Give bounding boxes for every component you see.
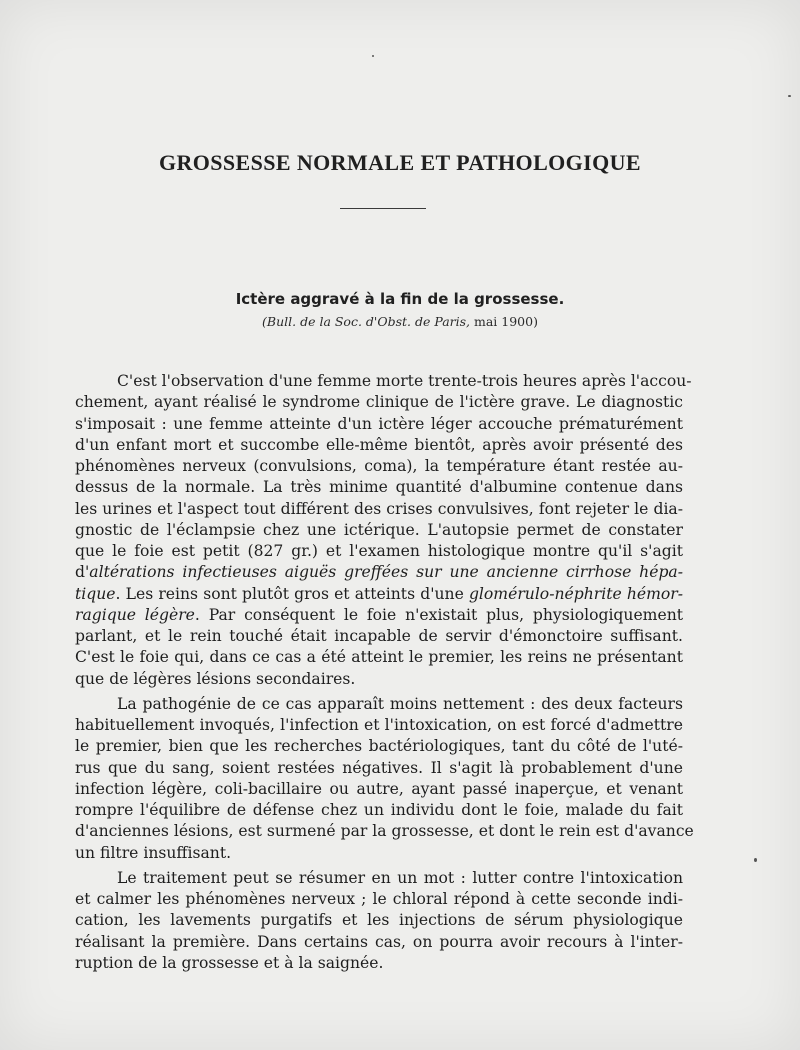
text-run: habituellement invoqués, l'infection et l'intoxication, on est forcé d'admettre [75, 716, 683, 734]
italic-text: altérations infectieuses aiguës greffées sur une ancienne cirrhose hépa- [89, 563, 683, 582]
text-run: d' [75, 563, 90, 582]
text-line [75, 605, 683, 626]
text-line [75, 715, 683, 736]
text-run: et calmer les phénomènes nerveux ; le chloral répond à cette seconde indi- [75, 890, 683, 908]
text-run: dessus de la normale. La très minime quantité d'albumine contenue dans [75, 478, 683, 497]
text-line [75, 562, 683, 583]
text-line [75, 477, 683, 498]
article-heading: Ictère aggravé à la fin de la grossesse. [235, 290, 565, 308]
text-run: d'un enfant mort et succombe elle-même bientôt, après avoir présenté des [75, 435, 683, 454]
text-line [75, 932, 683, 953]
text-run: . Les reins sont plutôt gros et atteints d'une [115, 584, 469, 603]
text-line [75, 541, 683, 562]
article-reference [0, 314, 800, 329]
text-run: un filtre insuffisant. [75, 843, 232, 862]
text-line [75, 647, 683, 668]
text-line [75, 669, 683, 690]
text-line [75, 758, 683, 779]
text-line [75, 371, 692, 392]
text-run: parlant, et le rein touché était incapable de servir d'émonctoire suffisant. [75, 627, 683, 645]
text-run: rus que du sang, soient restées négatives. Il s'agit là probablement d'une [75, 758, 683, 777]
italic-text: ragique légère [75, 605, 195, 624]
text-run: cation, les lavements purgatifs et les injections de sérum physiologique [75, 911, 683, 930]
text-line [75, 456, 683, 477]
title-divider [340, 208, 426, 209]
text-line [75, 520, 683, 541]
text-line [75, 821, 694, 842]
text-run: les urines et l'aspect tout différent des crises convulsives, font rejeter le dia- [75, 499, 683, 518]
text-run: d'anciennes lésions, est surmené par la grossesse, et dont le rein est d'avance [75, 822, 694, 841]
text-line [75, 889, 683, 910]
text-run: C'est le foie qui, dans ce cas a été atteint le premier, les reins ne présentant [75, 648, 683, 667]
article-body [75, 371, 694, 974]
text-run: réalisant la première. Dans certains cas, on pourra avoir recours à l'inter- [75, 932, 683, 951]
text-line [75, 414, 683, 435]
text-run: Le traitement peut se résumer en un mot : lutter contre l'intoxication [117, 868, 683, 887]
reference-date: mai 1900) [474, 314, 538, 329]
text-line [75, 868, 683, 889]
text-line [75, 843, 683, 864]
italic-text: glomérulo-néphrite hémor- [468, 584, 684, 603]
scan-speck [788, 95, 791, 97]
text-line [75, 694, 683, 715]
text-run: chement, ayant réalisé le syndrome clinique de l'ictère grave. Le diagnostic [75, 393, 683, 412]
reference-journal: (Bull. de la Soc. d'Obst. de Paris, [262, 314, 471, 329]
text-run: phénomènes nerveux (convulsions, coma), la température étant restée au- [75, 457, 683, 475]
text-run: s'imposait : une femme atteinte d'un ictère léger accouche prématurément [75, 414, 683, 433]
scan-speck [372, 55, 374, 57]
text-run: . Par conséquent le foie n'existait plus, physiologiquement [194, 605, 684, 624]
text-line [75, 435, 683, 456]
text-line [75, 779, 683, 800]
text-run: C'est l'observation d'une femme morte trente-trois heures après l'accou- [117, 372, 692, 390]
text-run: que de légères lésions secondaires. [75, 669, 356, 688]
text-run: ruption de la grossesse et à la saignée. [75, 953, 384, 972]
text-line [75, 953, 683, 974]
text-line [75, 584, 683, 605]
page-title: GROSSESSE NORMALE ET PATHOLOGIQUE [158, 150, 642, 175]
text-run: gnostic de l'éclampsie chez une ictérique. L'autopsie permet de constater [75, 520, 683, 539]
text-line [75, 910, 683, 931]
text-line [75, 736, 683, 757]
italic-text: tique [75, 584, 116, 603]
text-line [75, 626, 683, 647]
text-run: que le foie est petit (827 gr.) et l'examen histologique montre qu'il s'agit [75, 542, 683, 560]
text-run: La pathogénie de ce cas apparaît moins nettement : des deux facteurs [117, 694, 683, 713]
scan-speck [754, 858, 757, 862]
text-line [75, 392, 683, 413]
text-run: rompre l'équilibre de défense chez un individu dont le foie, malade du fait [75, 801, 683, 819]
text-line [75, 499, 683, 520]
text-run: le premier, bien que les recherches bactériologiques, tant du côté de l'uté- [75, 737, 683, 756]
text-run: infection légère, coli-bacillaire ou autre, ayant passé inaperçue, et venant [75, 779, 683, 798]
text-line [75, 800, 683, 821]
